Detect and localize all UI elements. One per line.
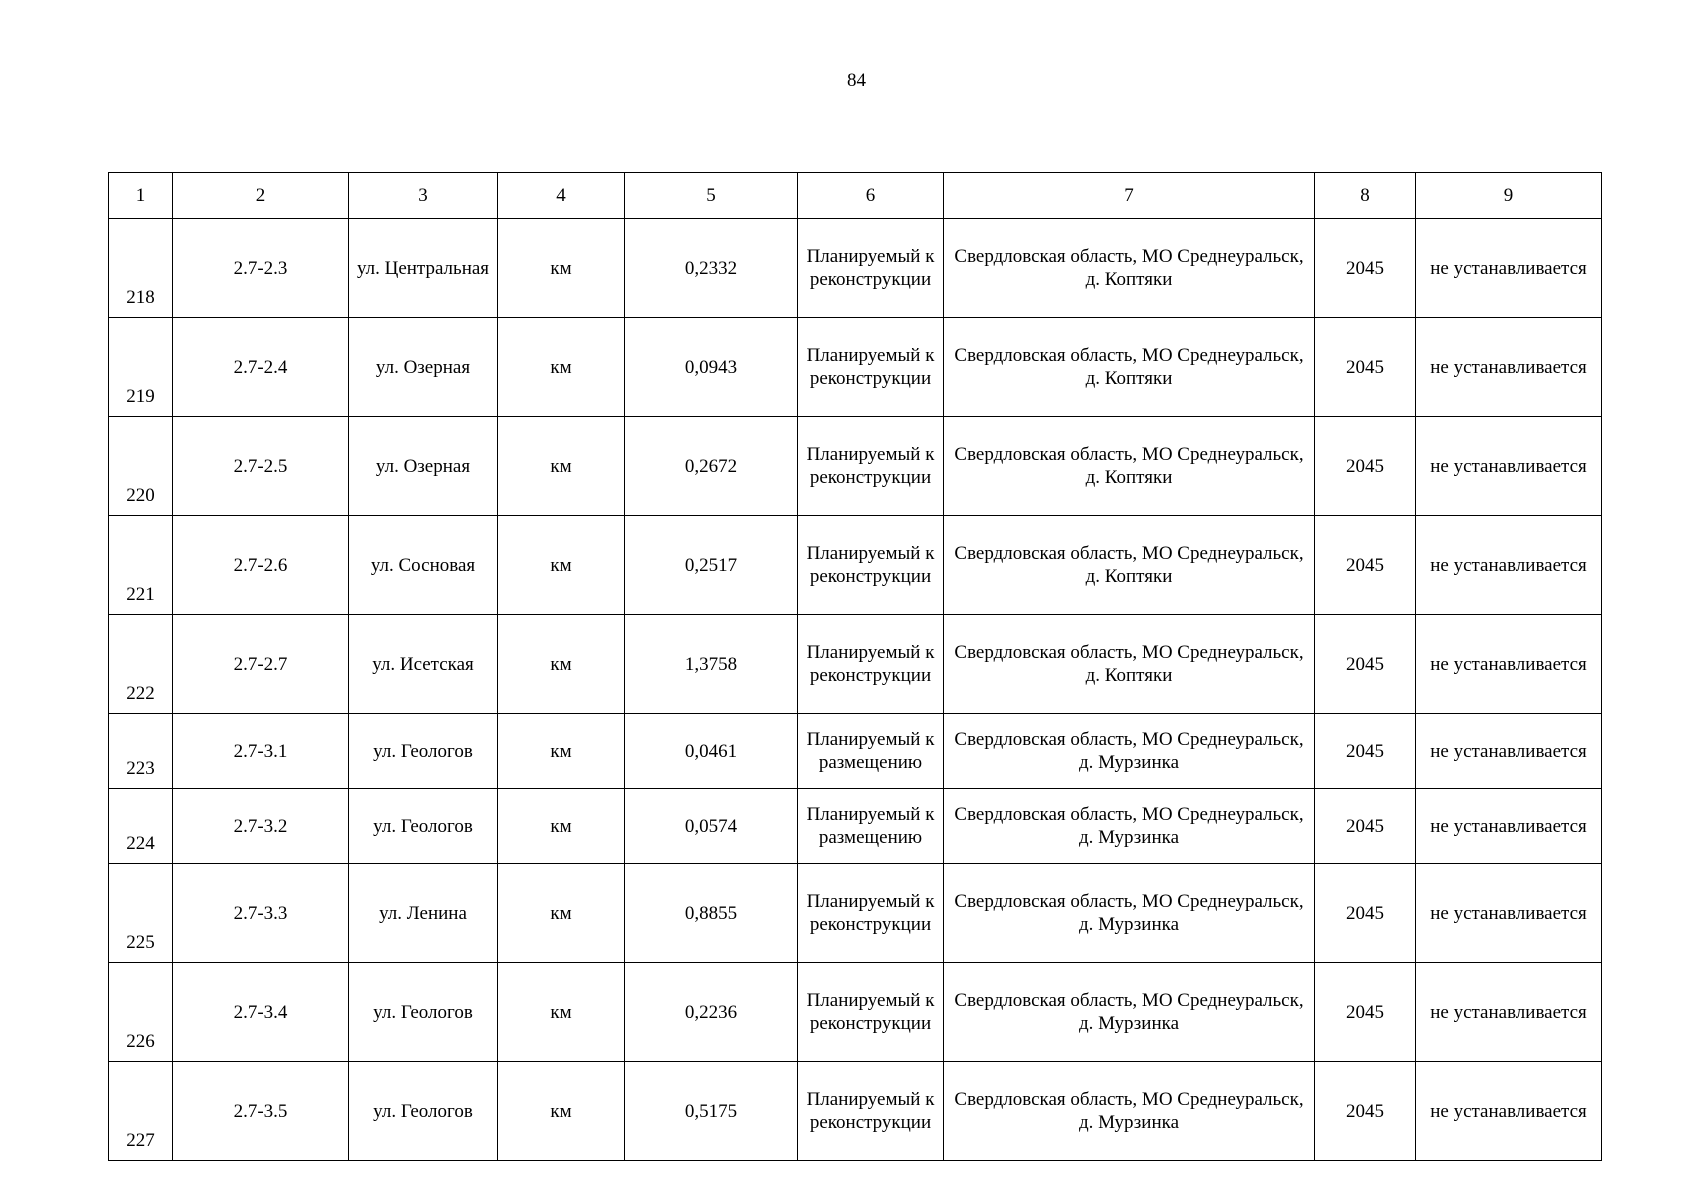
unit: км <box>498 789 625 864</box>
street-name: ул. Озерная <box>349 318 498 417</box>
street-name: ул. Геологов <box>349 1062 498 1161</box>
zone-status: не устанавливается <box>1416 1062 1602 1161</box>
object-code: 2.7-3.2 <box>173 789 349 864</box>
location: Свердловская область, МО Среднеуральск, д. Мурзинка <box>944 789 1315 864</box>
unit: км <box>498 963 625 1062</box>
object-status: Планируемый к реконструкции <box>798 417 944 516</box>
unit: км <box>498 714 625 789</box>
object-status: Планируемый к размещению <box>798 714 944 789</box>
target-year: 2045 <box>1315 318 1416 417</box>
length-value: 0,2517 <box>625 516 798 615</box>
target-year: 2045 <box>1315 417 1416 516</box>
table-row <box>109 615 1602 714</box>
length-value: 0,8855 <box>625 864 798 963</box>
location: Свердловская область, МО Среднеуральск, д. Мурзинка <box>944 963 1315 1062</box>
length-value: 0,0461 <box>625 714 798 789</box>
column-header: 8 <box>1315 173 1416 219</box>
table-container <box>108 172 1602 1161</box>
unit: км <box>498 318 625 417</box>
object-code: 2.7-3.5 <box>173 1062 349 1161</box>
row-number: 218 <box>109 219 173 318</box>
length-value: 0,2236 <box>625 963 798 1062</box>
length-value: 0,2672 <box>625 417 798 516</box>
location: Свердловская область, МО Среднеуральск, д. Коптяки <box>944 219 1315 318</box>
street-name: ул. Геологов <box>349 789 498 864</box>
object-status: Планируемый к реконструкции <box>798 1062 944 1161</box>
column-header: 7 <box>944 173 1315 219</box>
object-code: 2.7-2.3 <box>173 219 349 318</box>
zone-status: не устанавливается <box>1416 219 1602 318</box>
object-code: 2.7-2.5 <box>173 417 349 516</box>
length-value: 0,0943 <box>625 318 798 417</box>
table-row <box>109 1062 1602 1161</box>
street-name: ул. Геологов <box>349 963 498 1062</box>
unit: км <box>498 864 625 963</box>
target-year: 2045 <box>1315 864 1416 963</box>
table-row <box>109 318 1602 417</box>
row-number: 221 <box>109 516 173 615</box>
row-number: 222 <box>109 615 173 714</box>
location: Свердловская область, МО Среднеуральск, д. Коптяки <box>944 615 1315 714</box>
column-header: 5 <box>625 173 798 219</box>
object-status: Планируемый к реконструкции <box>798 219 944 318</box>
object-code: 2.7-2.6 <box>173 516 349 615</box>
zone-status: не устанавливается <box>1416 789 1602 864</box>
zone-status: не устанавливается <box>1416 615 1602 714</box>
object-status: Планируемый к реконструкции <box>798 318 944 417</box>
object-code: 2.7-3.3 <box>173 864 349 963</box>
length-value: 0,2332 <box>625 219 798 318</box>
column-header: 2 <box>173 173 349 219</box>
header-row <box>109 173 1602 219</box>
unit: км <box>498 516 625 615</box>
unit: км <box>498 219 625 318</box>
street-name: ул. Центральная <box>349 219 498 318</box>
location: Свердловская область, МО Среднеуральск, д. Коптяки <box>944 417 1315 516</box>
zone-status: не устанавливается <box>1416 714 1602 789</box>
row-number: 219 <box>109 318 173 417</box>
object-code: 2.7-3.4 <box>173 963 349 1062</box>
street-name: ул. Озерная <box>349 417 498 516</box>
zone-status: не устанавливается <box>1416 864 1602 963</box>
object-code: 2.7-3.1 <box>173 714 349 789</box>
location: Свердловская область, МО Среднеуральск, д. Мурзинка <box>944 1062 1315 1161</box>
target-year: 2045 <box>1315 615 1416 714</box>
table-row <box>109 789 1602 864</box>
table-row <box>109 417 1602 516</box>
target-year: 2045 <box>1315 714 1416 789</box>
object-status: Планируемый к реконструкции <box>798 516 944 615</box>
column-header: 3 <box>349 173 498 219</box>
page-number: 84 <box>847 70 866 91</box>
street-name: ул. Сосновая <box>349 516 498 615</box>
unit: км <box>498 1062 625 1161</box>
row-number: 223 <box>109 714 173 789</box>
object-status: Планируемый к реконструкции <box>798 963 944 1062</box>
table-row <box>109 516 1602 615</box>
row-number: 227 <box>109 1062 173 1161</box>
target-year: 2045 <box>1315 219 1416 318</box>
zone-status: не устанавливается <box>1416 516 1602 615</box>
object-status: Планируемый к реконструкции <box>798 864 944 963</box>
zone-status: не устанавливается <box>1416 318 1602 417</box>
object-status: Планируемый к размещению <box>798 789 944 864</box>
table-row <box>109 714 1602 789</box>
zone-status: не устанавливается <box>1416 963 1602 1062</box>
unit: км <box>498 417 625 516</box>
location: Свердловская область, МО Среднеуральск, д. Мурзинка <box>944 714 1315 789</box>
target-year: 2045 <box>1315 789 1416 864</box>
object-code: 2.7-2.4 <box>173 318 349 417</box>
street-name: ул. Ленина <box>349 864 498 963</box>
table-row <box>109 864 1602 963</box>
target-year: 2045 <box>1315 1062 1416 1161</box>
column-header: 6 <box>798 173 944 219</box>
unit: км <box>498 615 625 714</box>
location: Свердловская область, МО Среднеуральск, д. Коптяки <box>944 318 1315 417</box>
length-value: 0,5175 <box>625 1062 798 1161</box>
object-code: 2.7-2.7 <box>173 615 349 714</box>
length-value: 0,0574 <box>625 789 798 864</box>
street-name: ул. Исетская <box>349 615 498 714</box>
length-value: 1,3758 <box>625 615 798 714</box>
row-number: 224 <box>109 789 173 864</box>
location: Свердловская область, МО Среднеуральск, д. Коптяки <box>944 516 1315 615</box>
column-header: 4 <box>498 173 625 219</box>
target-year: 2045 <box>1315 516 1416 615</box>
table-row <box>109 963 1602 1062</box>
target-year: 2045 <box>1315 963 1416 1062</box>
object-status: Планируемый к реконструкции <box>798 615 944 714</box>
zone-status: не устанавливается <box>1416 417 1602 516</box>
location: Свердловская область, МО Среднеуральск, д. Мурзинка <box>944 864 1315 963</box>
column-header: 1 <box>109 173 173 219</box>
column-header: 9 <box>1416 173 1602 219</box>
street-name: ул. Геологов <box>349 714 498 789</box>
row-number: 220 <box>109 417 173 516</box>
objects-table <box>108 172 1602 1161</box>
row-number: 225 <box>109 864 173 963</box>
row-number: 226 <box>109 963 173 1062</box>
table-row <box>109 219 1602 318</box>
